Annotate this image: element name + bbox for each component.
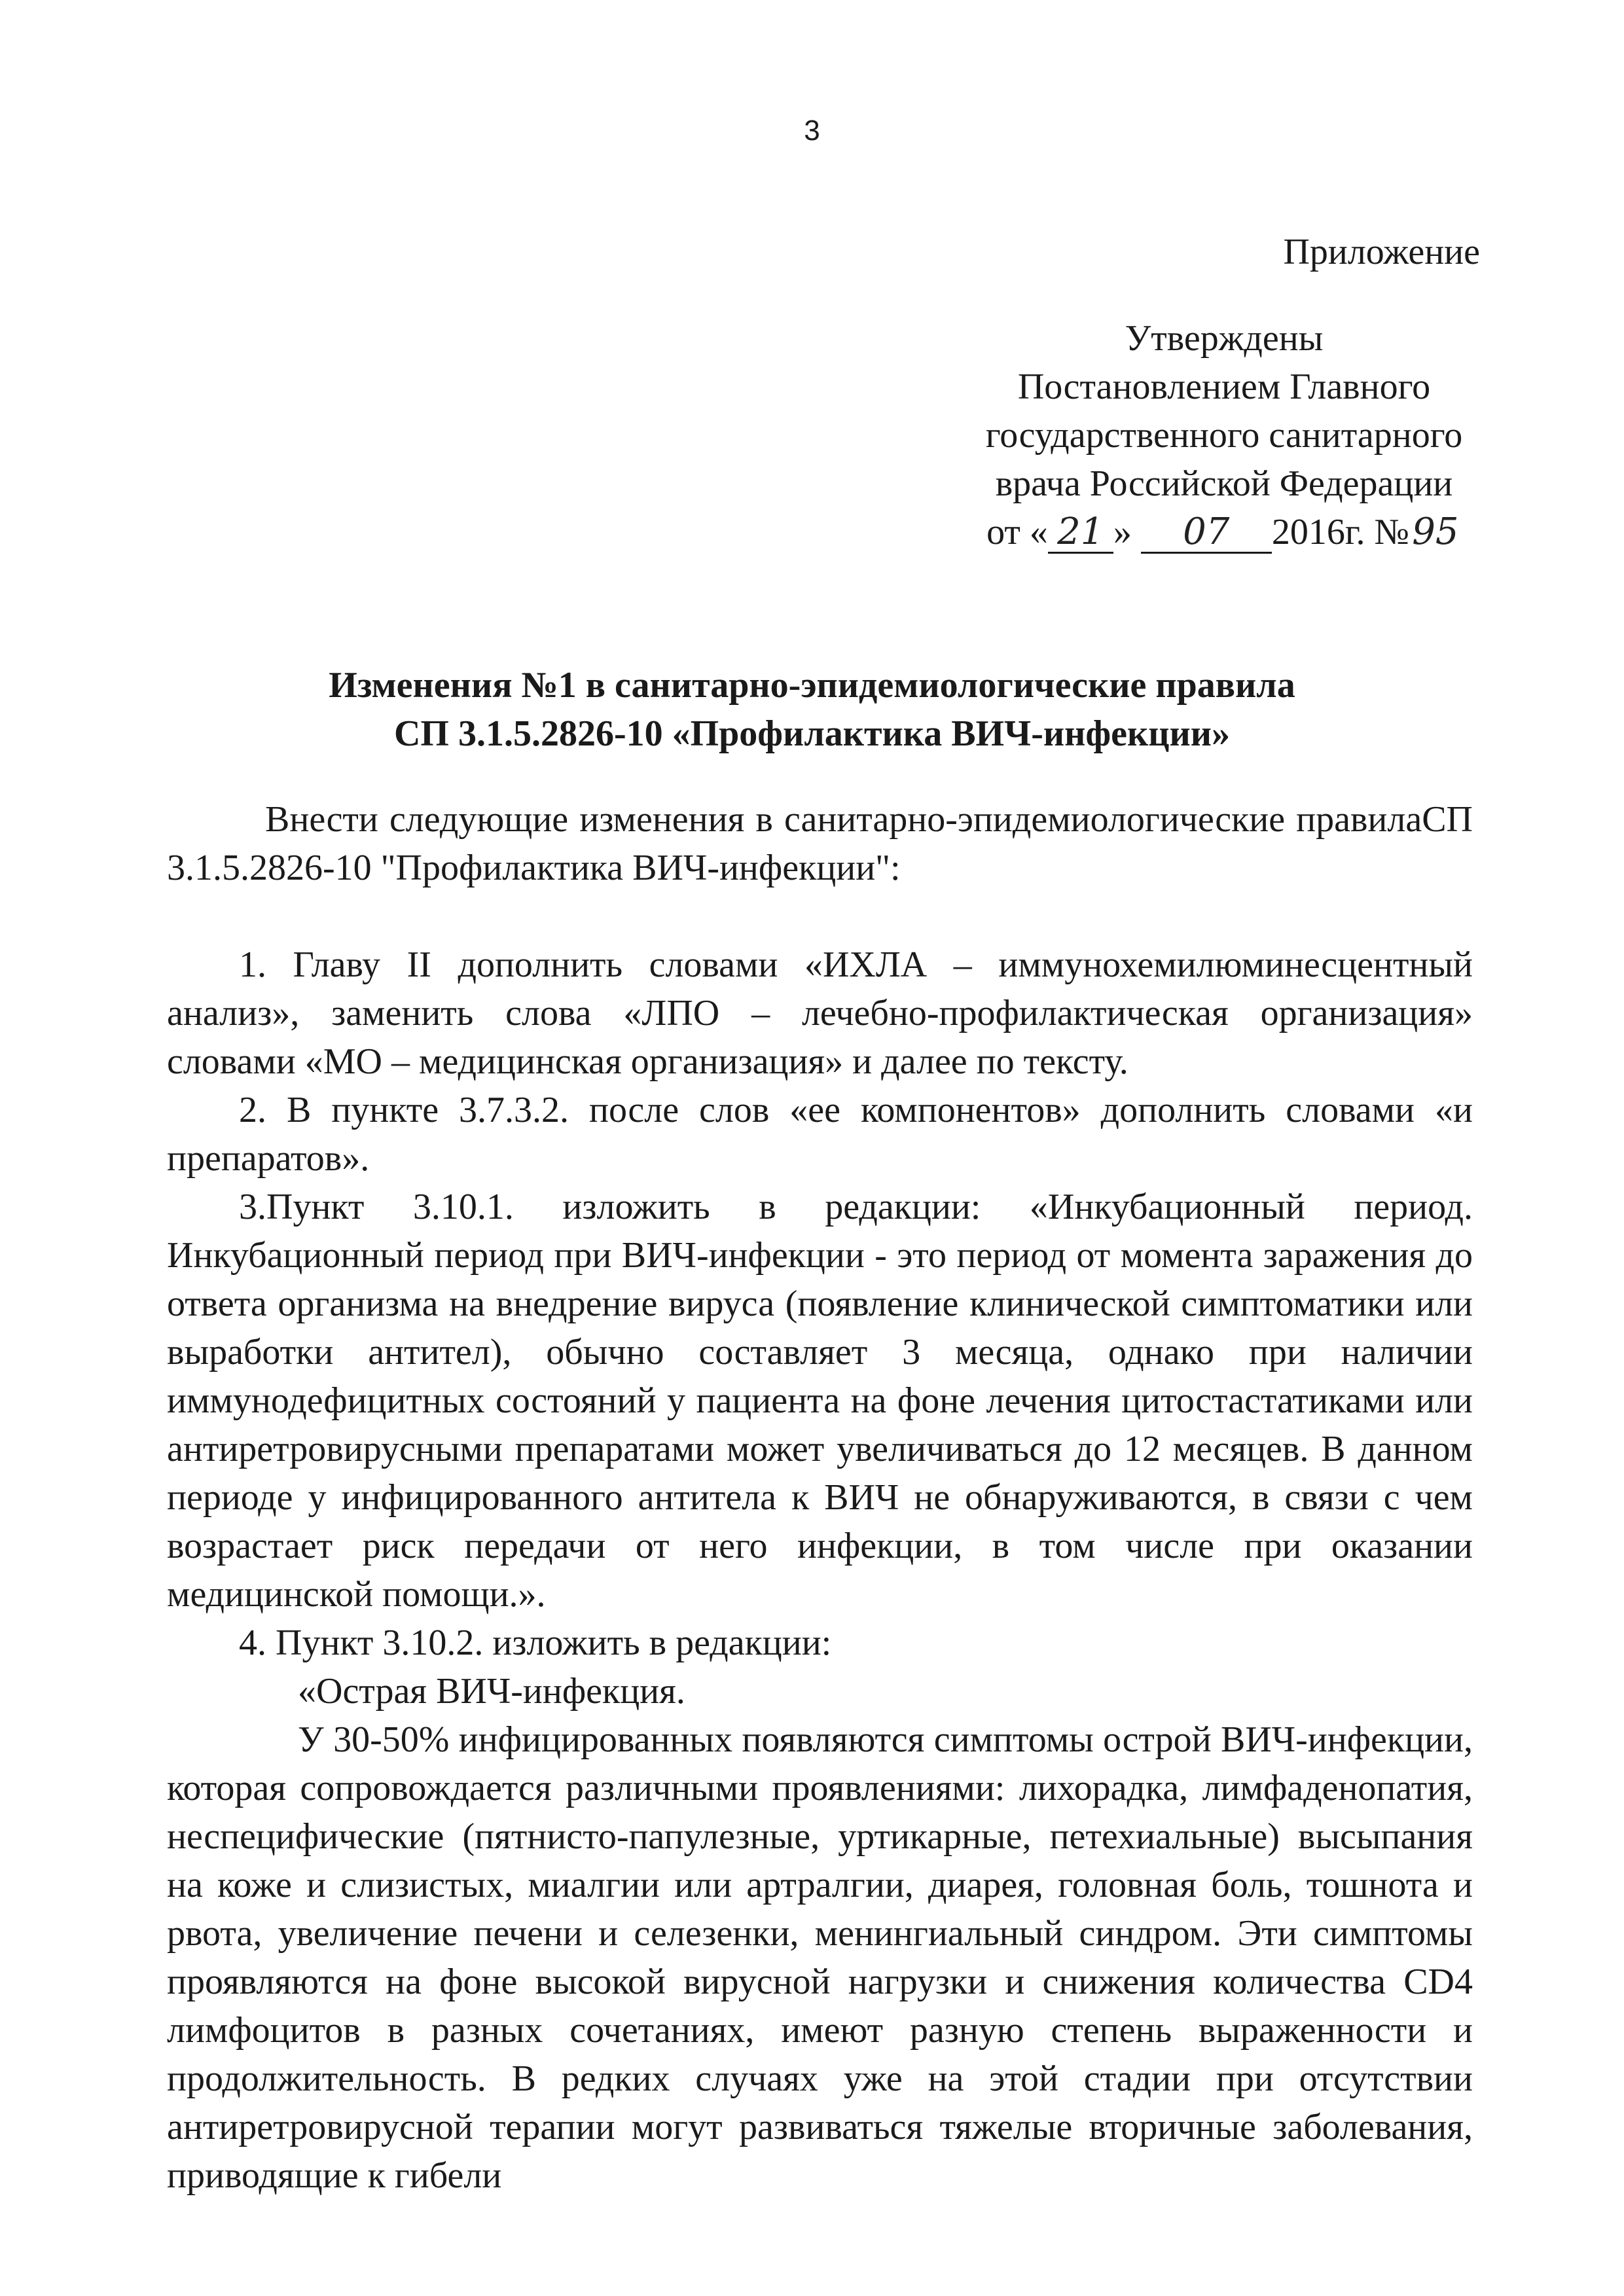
approval-line-3: государственного санитарного: [985, 415, 1463, 456]
appendix-label: Приложение: [1283, 232, 1480, 272]
acute-hiv-paragraph: У 30-50% инфицированных появляются симптомы острой ВИЧ-инфекции, которая сопровождается различными проявлениями: лихорадка, лимфаденопатия, неспецифические (пятнисто-папулезные, уртикарные, петехиальные) высыпания на коже и слизистых, миалгии или артралгии, диарея, головная боль, тошнота и рвота, увеличение печени и селезенки, менингиальный синдром. Эти симптомы проявляются на фоне высокой вирусной нагрузки и снижения количества CD4 лимфоцитов в разных сочетаниях, имеют разную степень выраженности и продолжительность. В редких случаях уже на этой стадии при отсутствии антиретровирусной терапии могут развиваться тяжелые вторичные заболевания, приводящие к гибели: [167, 1719, 1473, 2196]
document-title: [0, 661, 1624, 758]
item-1-paragraph: 1. Главу II дополнить словами «ИХЛА – иммунохемилюминесцентный анализ», заменить слова «ЛПО – лечебно-профилактическая организация» словами «МО – медицинская организация» и далее по тексту.: [167, 944, 1473, 1082]
approval-line-2: Постановлением Главного: [1017, 367, 1431, 407]
number-label: №: [1374, 512, 1409, 552]
handwritten-day: 21: [1048, 512, 1113, 554]
title-line-2: СП 3.1.5.2826-10 «Профилактика ВИЧ-инфекции»: [393, 713, 1231, 754]
item-2-paragraph: 2. В пункте 3.7.3.2. после слов «ее компонентов» дополнить словами «и препаратов».: [167, 1090, 1473, 1179]
page-number: 3: [804, 115, 820, 147]
approval-line-1: Утверждены: [1125, 318, 1324, 359]
date-mid: »: [1113, 512, 1132, 552]
approval-date-line: [962, 508, 1486, 556]
document-body: [167, 795, 1473, 2200]
approval-block: [962, 314, 1486, 556]
title-line-1: Изменения №1 в санитарно-эпидемиологические правила: [329, 665, 1295, 706]
item-4-paragraph: 4. Пункт 3.10.2. изложить в редакции:: [239, 1623, 832, 1663]
intro-paragraph: Внести следующие изменения в санитарно-эпидемиологические правилаСП 3.1.5.2826-10 "Профилактика ВИЧ-инфекции":: [167, 799, 1473, 888]
item-3-paragraph: 3.Пункт 3.10.1. изложить в редакции: «Инкубационный период. Инкубационный период при ВИЧ-инфекции - это период от момента заражения до ответа организма на внедрение вируса (появление клинической симптоматики или выработки антител), обычно составляет 3 месяца, однако при наличии иммунодефицитных состояний у пациента на фоне лечения цитостастатиками или антиретровирусными препаратами может увеличиваться до 12 месяцев. В данном периоде у инфицированного антитела к ВИЧ не обнаруживаются, в связи с чем возрастает риск передачи от него инфекции, в том числе при оказании медицинской помощи.».: [167, 1187, 1473, 1615]
approval-line-4: врача Российской Федерации: [995, 463, 1453, 504]
date-prefix: от «: [986, 512, 1048, 552]
date-year: 2016г.: [1271, 512, 1365, 552]
acute-hiv-heading: «Острая ВИЧ-инфекция.: [298, 1671, 685, 1712]
handwritten-month: 07: [1141, 512, 1272, 554]
handwritten-number: 95: [1412, 511, 1459, 553]
